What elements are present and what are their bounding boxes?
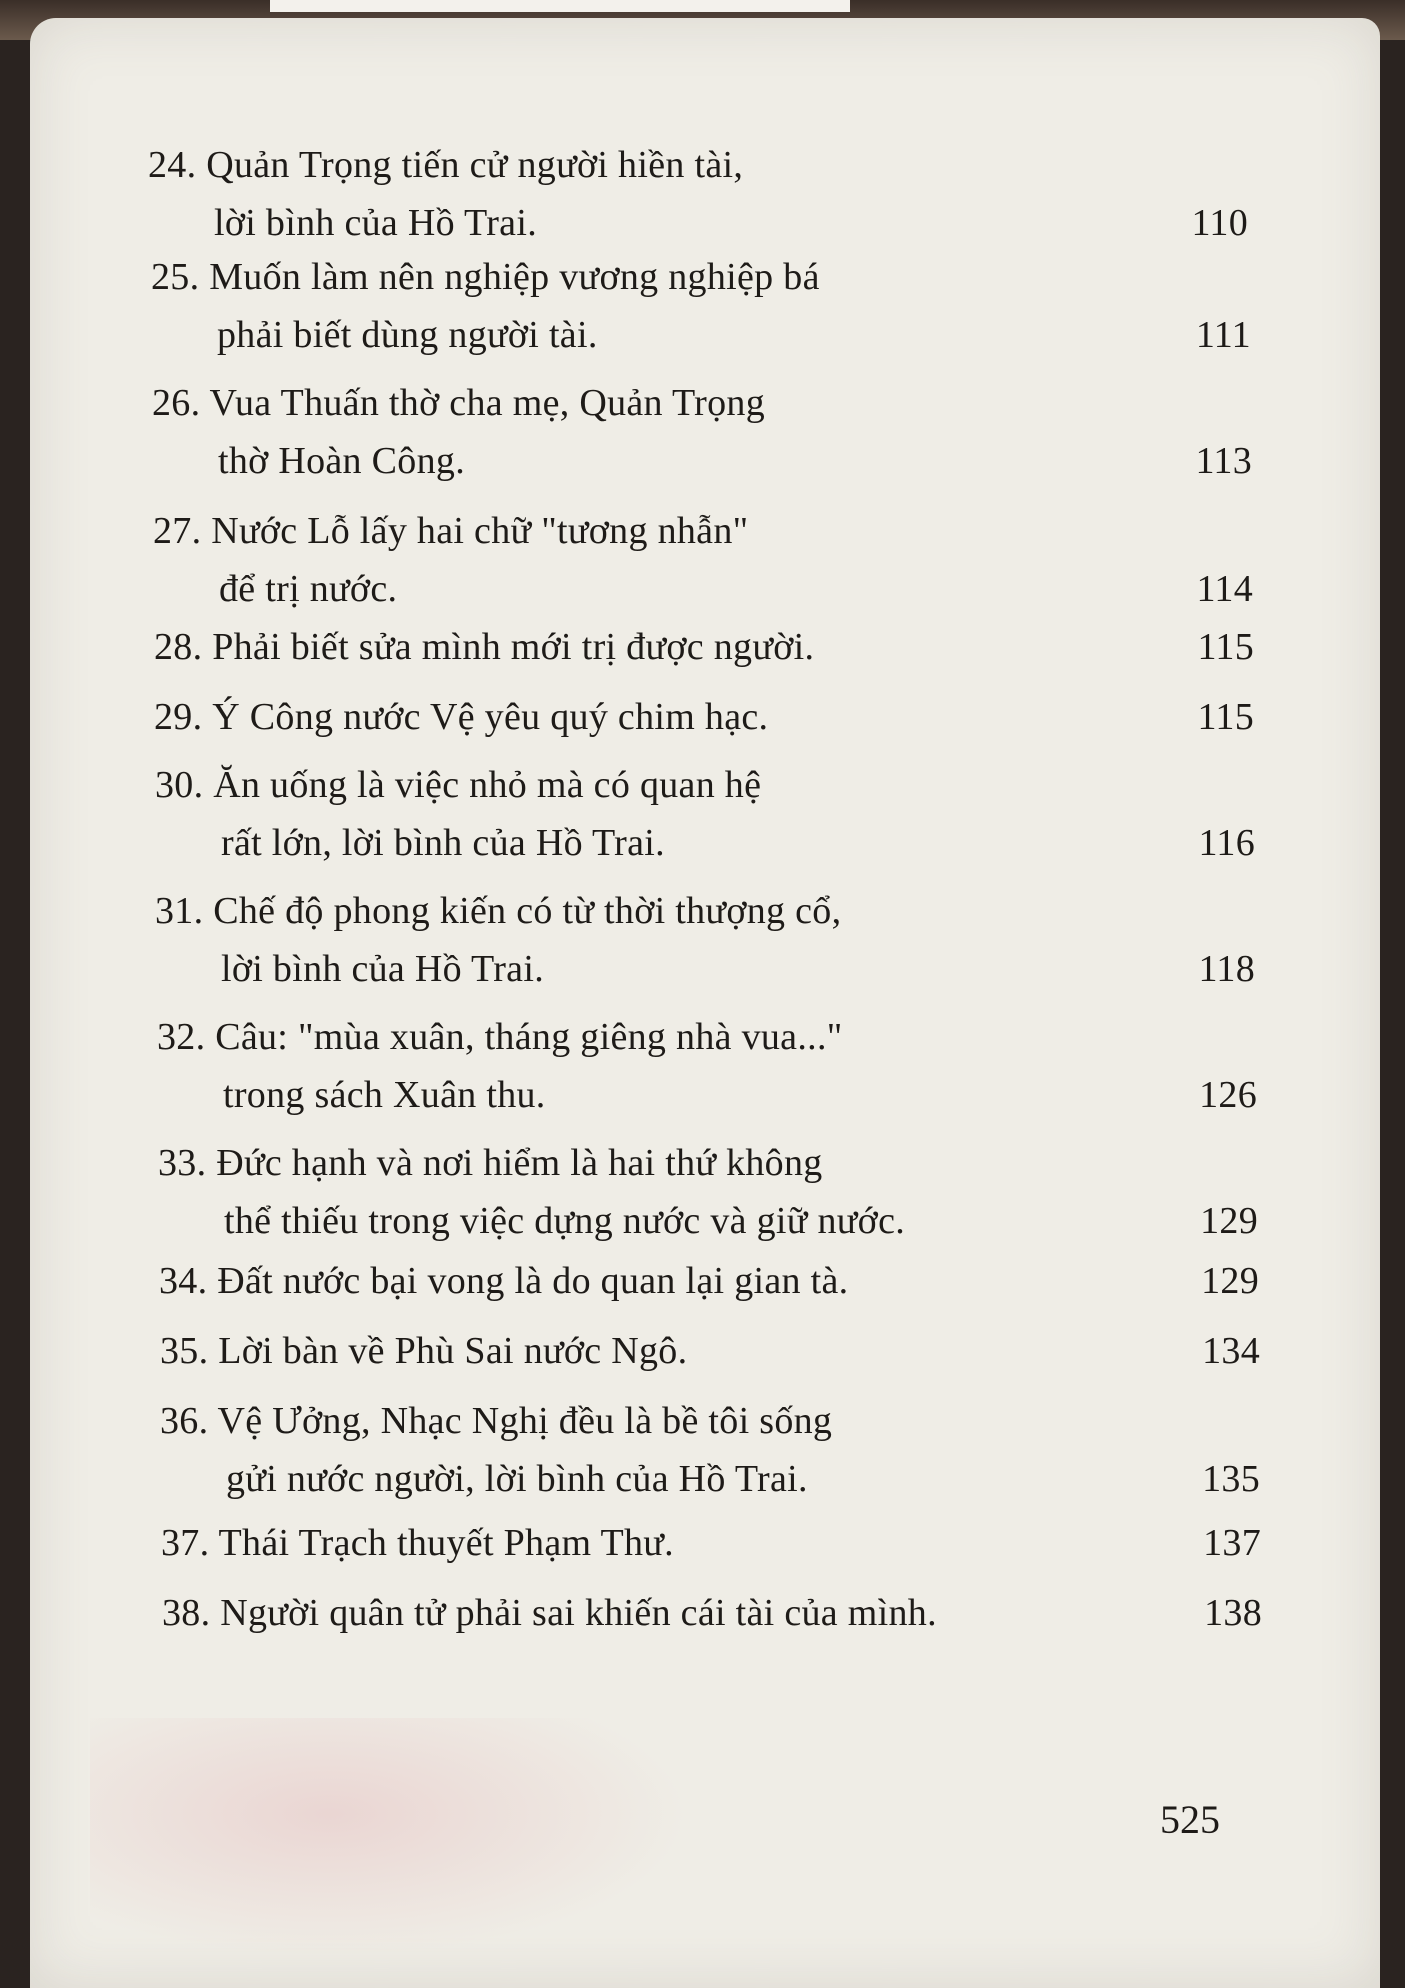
toc-entry-title-cont: phải biết dùng người tài. — [217, 314, 598, 356]
toc-entry — [155, 882, 1255, 998]
toc-entry-page: 115 — [1197, 696, 1254, 738]
toc-entry-title-cont: thể thiếu trong việc dựng nước và giữ nước. — [224, 1200, 906, 1242]
toc-entry-page: 114 — [1196, 568, 1253, 610]
toc-entry-page: 137 — [1203, 1522, 1261, 1564]
toc-entry-title-cont: gửi nước người, lời bình của Hồ Trai. — [226, 1458, 808, 1500]
toc-entry-page: 110 — [1191, 202, 1248, 244]
toc-entry-title: 26. Vua Thuấn thờ cha mẹ, Quản Trọng — [152, 382, 765, 424]
toc-entry — [152, 374, 1252, 490]
toc-entry-page: 115 — [1197, 626, 1254, 668]
toc-entry-page: 116 — [1198, 822, 1255, 864]
toc-entry-title-cont: trong sách Xuân thu. — [223, 1074, 546, 1116]
toc-entry — [151, 248, 1251, 364]
toc-entry-page: 138 — [1204, 1592, 1262, 1634]
toc-entry-page: 111 — [1195, 314, 1251, 356]
toc-entry-title: 25. Muốn làm nên nghiệp vương nghiệp bá — [151, 256, 820, 298]
toc-entry-title: 35. Lời bàn về Phù Sai nước Ngô. — [160, 1330, 688, 1372]
book-page — [30, 18, 1380, 1988]
toc-entry-page: 126 — [1199, 1074, 1257, 1116]
toc-entry-title: 32. Câu: "mùa xuân, tháng giêng nhà vua..." — [157, 1016, 843, 1058]
page-number: 525 — [1160, 1797, 1220, 1842]
toc-entry-title-cont: lời bình của Hồ Trai. — [221, 948, 545, 990]
toc-entry-title-cont: lời bình của Hồ Trai. — [214, 202, 538, 244]
toc-entry-title: 33. Đức hạnh và nơi hiểm là hai thứ không — [158, 1142, 823, 1184]
toc-entry-page: 118 — [1198, 948, 1255, 990]
toc-entry-title-cont: để trị nước. — [219, 568, 398, 610]
toc-entry-title: 30. Ăn uống là việc nhỏ mà có quan hệ — [155, 764, 762, 806]
toc-entry — [154, 618, 1254, 676]
toc-entry — [159, 1252, 1259, 1310]
toc-entry — [160, 1392, 1260, 1508]
top-paper-slip — [270, 0, 850, 12]
toc-entry-page: 135 — [1202, 1458, 1260, 1500]
toc-entry-title: 24. Quản Trọng tiến cử người hiền tài, — [148, 144, 744, 186]
toc-entry — [154, 688, 1254, 746]
toc-entry — [157, 1008, 1257, 1124]
toc-entry — [161, 1514, 1261, 1572]
toc-entry — [155, 756, 1255, 872]
toc-entry-page: 129 — [1200, 1200, 1258, 1242]
toc-entry — [148, 136, 1248, 252]
toc-entry-title: 36. Vệ Ưởng, Nhạc Nghị đều là bề tôi sống — [160, 1400, 833, 1442]
toc-entry-title: 28. Phải biết sửa mình mới trị được người. — [154, 626, 815, 668]
toc-entry-page: 129 — [1201, 1260, 1259, 1302]
toc-entry-page: 113 — [1195, 440, 1252, 482]
toc-entry — [153, 502, 1253, 618]
toc-entry-title-cont: rất lớn, lời bình của Hồ Trai. — [221, 822, 665, 864]
toc-entry — [158, 1134, 1258, 1250]
toc-entry — [162, 1584, 1262, 1642]
toc-entry-title: 29. Ý Công nước Vệ yêu quý chim hạc. — [154, 696, 769, 738]
toc-entry-title-cont: thờ Hoàn Công. — [218, 440, 466, 482]
toc-entry-title: 38. Người quân tử phải sai khiến cái tài của mình. — [162, 1592, 937, 1634]
toc-entry-title: 34. Đất nước bại vong là do quan lại gian tà. — [159, 1260, 849, 1302]
toc-entry-title: 31. Chế độ phong kiến có từ thời thượng cổ, — [155, 890, 842, 932]
toc-entry-title: 37. Thái Trạch thuyết Phạm Thư. — [161, 1522, 674, 1564]
toc-entry-title: 27. Nước Lỗ lấy hai chữ "tương nhẫn" — [153, 510, 749, 552]
table-of-contents — [30, 18, 1380, 1988]
toc-entry-page: 134 — [1202, 1330, 1260, 1372]
toc-entry — [160, 1322, 1260, 1380]
